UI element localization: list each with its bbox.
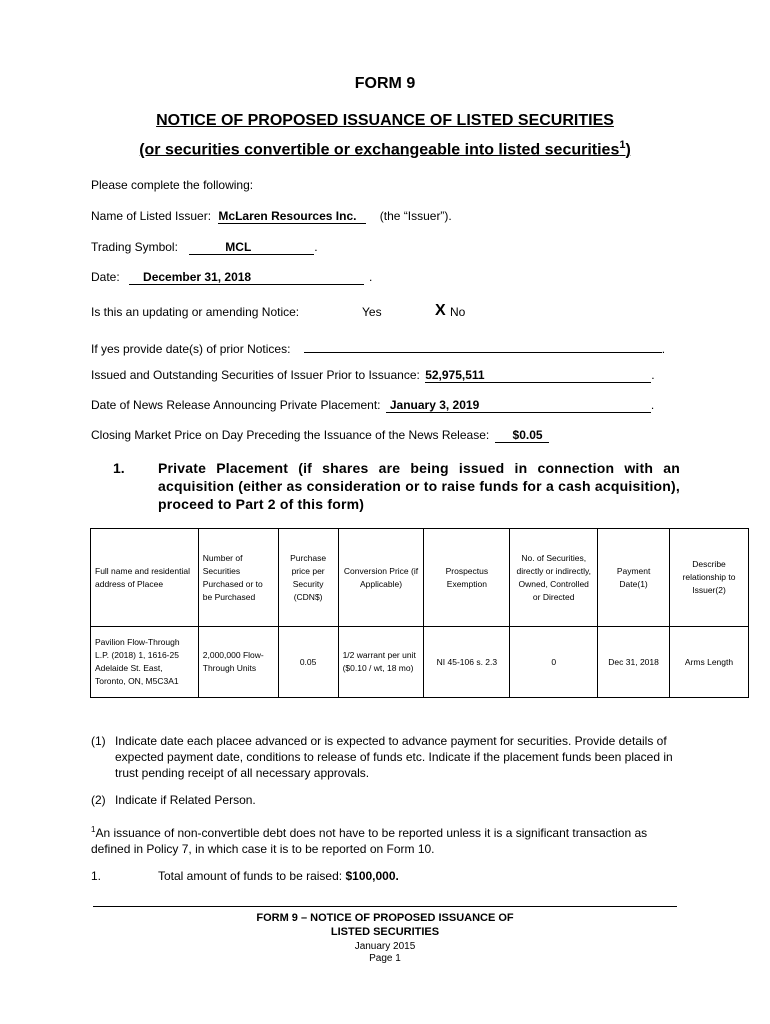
symbol-field[interactable]: MCL bbox=[189, 240, 314, 255]
issuer-suffix: (the “Issuer”). bbox=[379, 209, 452, 223]
table-row bbox=[91, 627, 749, 698]
form-subheading bbox=[0, 139, 770, 159]
placee-table bbox=[90, 528, 749, 698]
prior-label: If yes provide date(s) of prior Notices: bbox=[91, 342, 291, 356]
closing-field[interactable]: $0.05 bbox=[495, 428, 549, 443]
subheading-text: (or securities convertible or exchangeable into listed securities bbox=[139, 141, 620, 159]
yes-option[interactable]: Yes bbox=[362, 305, 382, 319]
prior-field[interactable] bbox=[304, 338, 662, 353]
item-1-value: $100,000. bbox=[345, 869, 399, 883]
form-title: FORM 9 bbox=[354, 75, 416, 92]
header-relationship: Describe relationship to Issuer(2) bbox=[670, 529, 749, 627]
symbol-label: Trading Symbol: bbox=[91, 240, 178, 254]
closing-line bbox=[91, 428, 549, 443]
issuer-field[interactable]: McLaren Resources Inc. bbox=[218, 209, 366, 224]
form-heading: NOTICE OF PROPOSED ISSUANCE OF LISTED SECURITIES bbox=[156, 112, 614, 129]
amend-line bbox=[91, 302, 466, 319]
footer-page: Page 1 bbox=[369, 953, 401, 964]
no-option[interactable]: No bbox=[450, 305, 466, 319]
issued-line: Issued and Outstanding Securities of Issuer Prior to Issuance: 52,975,511 . bbox=[91, 368, 655, 382]
header-payment-date: Payment Date(1) bbox=[598, 529, 670, 627]
footnote bbox=[91, 822, 683, 857]
cell-securities-owned[interactable]: 0 bbox=[510, 627, 598, 698]
header-securities-owned: No. of Securities, directly or indirectly, Owned, Controlled or Directed bbox=[510, 529, 598, 627]
news-label: Date of News Release Announcing Private Placement: bbox=[91, 398, 381, 412]
footer-divider bbox=[93, 906, 677, 907]
note-1-number: (1) bbox=[91, 734, 106, 748]
issuer-label: Name of Listed Issuer: bbox=[91, 209, 212, 223]
header-prospectus-exemption: Prospectus Exemption bbox=[424, 529, 510, 627]
no-checkbox-mark[interactable]: X bbox=[435, 302, 446, 319]
item-1-label: Total amount of funds to be raised: bbox=[158, 869, 343, 883]
cell-number-of-securities[interactable]: 2,000,000 Flow-Through Units bbox=[198, 627, 278, 698]
header-purchase-price: Purchase price per Security (CDN$) bbox=[278, 529, 338, 627]
cell-relationship[interactable]: Arms Length bbox=[670, 627, 749, 698]
date-label: Date: bbox=[91, 270, 120, 284]
news-field[interactable]: January 3, 2019 bbox=[386, 398, 651, 413]
note-1-text: Indicate date each placee advanced or is expected to advance payment for securities. Provide details of expected payment date, conditions to release of funds etc. Indicate if the placement funds been placed in trust pending receipt of all necessary approvals. bbox=[115, 734, 673, 780]
cell-purchase-price[interactable]: 0.05 bbox=[278, 627, 338, 698]
closing-label: Closing Market Price on Day Preceding the Issuance of the News Release: bbox=[91, 428, 490, 442]
note-2-number: (2) bbox=[91, 793, 106, 807]
cell-prospectus-exemption[interactable]: NI 45-106 s. 2.3 bbox=[424, 627, 510, 698]
header-full-name: Full name and residential address of Placee bbox=[91, 529, 199, 627]
header-conversion-price: Conversion Price (if Applicable) bbox=[338, 529, 424, 627]
footer-date: January 2015 bbox=[354, 941, 416, 952]
issuer-line bbox=[91, 209, 452, 224]
cell-conversion-price[interactable]: 1/2 warrant per unit ($0.10 / wt, 18 mo) bbox=[338, 627, 424, 698]
prior-line: If yes provide date(s) of prior Notices: . bbox=[91, 338, 665, 356]
subheading-close: ) bbox=[625, 141, 631, 159]
issued-label: Issued and Outstanding Securities of Issuer Prior to Issuance: bbox=[91, 368, 420, 382]
section-number: 1. bbox=[113, 460, 125, 476]
item-1-number: 1. bbox=[91, 869, 102, 883]
header-number-of-securities: Number of Securities Purchased or to be Purchased bbox=[198, 529, 278, 627]
item-1-line bbox=[158, 868, 399, 884]
table-header-row bbox=[91, 529, 749, 627]
footnote-marker: 1 bbox=[619, 139, 626, 151]
note-2-text: Indicate if Related Person. bbox=[115, 793, 256, 807]
date-field[interactable]: December 31, 2018 bbox=[129, 270, 364, 285]
issued-field[interactable]: 52,975,511 bbox=[425, 368, 651, 383]
news-line: Date of News Release Announcing Private Placement: January 3, 2019 . bbox=[91, 398, 655, 412]
date-line: Date: December 31, 2018 . bbox=[91, 270, 373, 284]
intro-text: Please complete the following: bbox=[91, 178, 254, 192]
section-heading: Private Placement (if shares are being issued in connection with an acquisition (either as consideration or to raise funds for a cash acquisition), proceed to Part 2 of this form) bbox=[158, 460, 680, 512]
amend-label: Is this an updating or amending Notice: bbox=[91, 305, 300, 319]
footnote-text: An issuance of non-convertible debt does not have to be reported unless it is a significant transaction as defined in Policy 7, in which case it is to be reported on Form 10. bbox=[91, 826, 648, 856]
footnote-marker: 1 bbox=[91, 825, 96, 834]
cell-payment-date[interactable]: Dec 31, 2018 bbox=[598, 627, 670, 698]
footer-title-1: FORM 9 – NOTICE OF PROPOSED ISSUANCE OF bbox=[256, 912, 514, 924]
symbol-line: Trading Symbol: MCL . bbox=[91, 240, 318, 254]
cell-placee-name[interactable]: Pavilion Flow-Through L.P. (2018) 1, 1616-25 Adelaide St. East, Toronto, ON, M5C3A1 bbox=[91, 627, 199, 698]
footer-title-2: LISTED SECURITIES bbox=[330, 926, 440, 938]
